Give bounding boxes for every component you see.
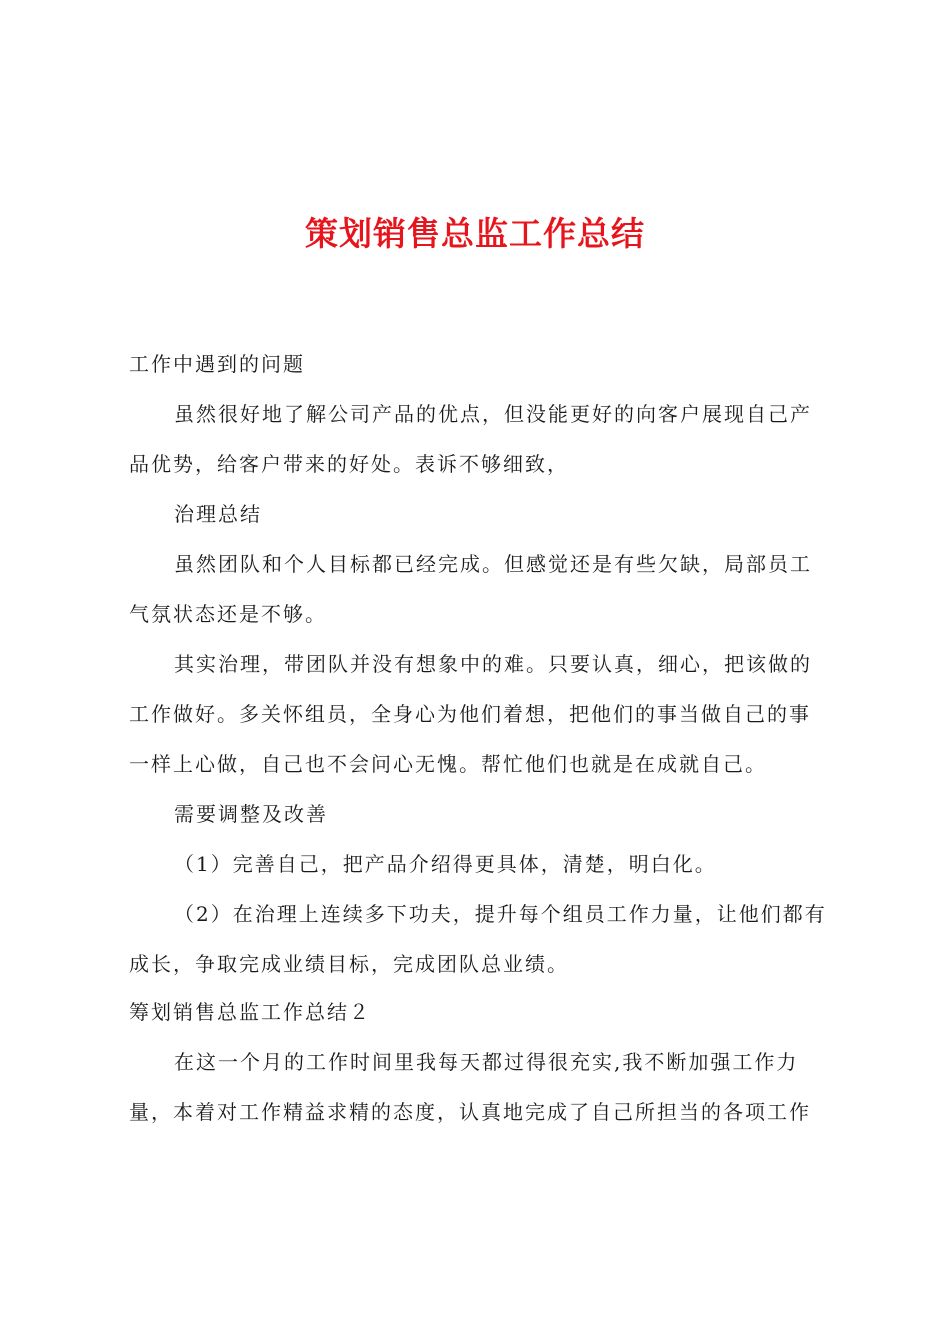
document-title: 策划销售总监工作总结 bbox=[305, 214, 645, 253]
section-heading-problems: 工作中遇到的问题 bbox=[129, 352, 305, 376]
paragraph-line: 其实治理，带团队并没有想象中的难。只要认真，细心，把该做的 bbox=[174, 652, 812, 676]
paragraph-line: 在这一个月的工作时间里我每天都过得很充实,我不断加强工作力 bbox=[174, 1050, 799, 1074]
paragraph-line: 气氛状态还是不够。 bbox=[129, 602, 327, 626]
list-item-continuation: 成长，争取完成业绩目标，完成团队总业绩。 bbox=[129, 952, 569, 976]
section-heading-improvements: 需要调整及改善 bbox=[174, 802, 328, 826]
section-heading-summary-2: 筹划销售总监工作总结２ bbox=[129, 1000, 371, 1024]
section-heading-management: 治理总结 bbox=[174, 502, 262, 526]
paragraph-line: 虽然团队和个人目标都已经完成。但感觉还是有些欠缺，局部员工 bbox=[174, 552, 812, 576]
paragraph-line: 品优势，给客户带来的好处。表诉不够细致， bbox=[129, 452, 569, 476]
paragraph-line: 虽然很好地了解公司产品的优点，但没能更好的向客户展现自己产 bbox=[174, 402, 812, 426]
list-item: （1）完善自己，把产品介绍得更具体，清楚，明白化。 bbox=[174, 852, 717, 876]
list-item: （2）在治理上连续多下功夫，提升每个组员工作力量，让他们都有 bbox=[174, 902, 827, 926]
paragraph-line: 工作做好。多关怀组员，全身心为他们着想，把他们的事当做自己的事 bbox=[129, 702, 811, 726]
paragraph-line: 一样上心做，自己也不会问心无愧。帮忙他们也就是在成就自己。 bbox=[129, 752, 767, 776]
paragraph-line: 量，本着对工作精益求精的态度，认真地完成了自己所担当的各项工作 bbox=[129, 1100, 811, 1124]
